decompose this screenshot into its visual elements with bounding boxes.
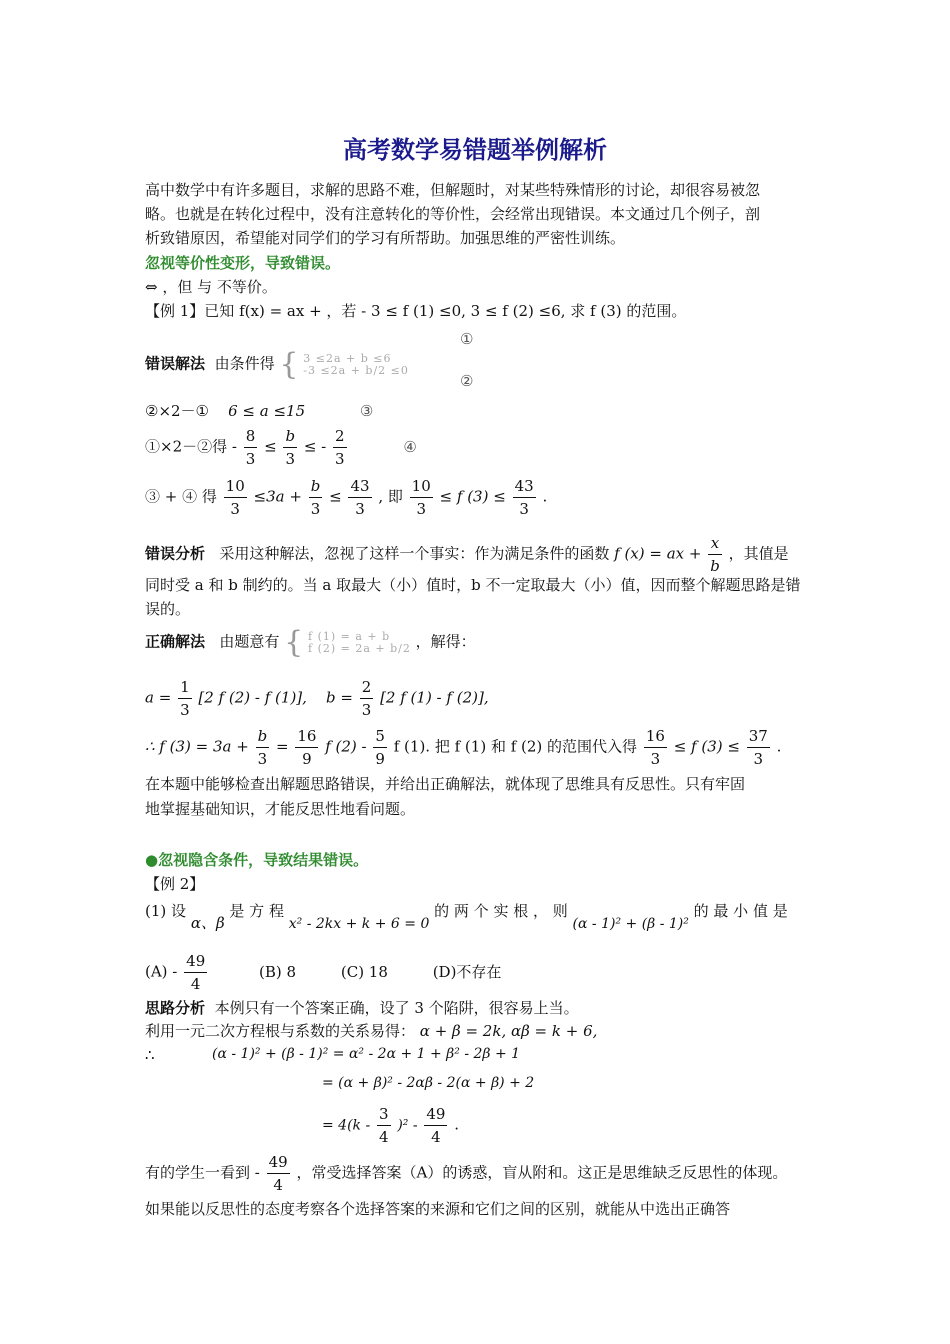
- step-2-leq-neg: ≤ -: [303, 437, 327, 456]
- fraction-43-3: [348, 475, 371, 520]
- correct-solution-label: 正确解法: [145, 632, 206, 651]
- intro-line-3: 析致错原因，希望能对同学们的学习有所帮助。加强思维的严密性训练。: [145, 229, 626, 247]
- error-analysis-line-2: 同时受 a 和 b 制约的。当 a 取最大（小）值时，b 不一定取最大（小）值，因而整个解题思路是错: [145, 576, 801, 594]
- fraction-denominator: 9: [302, 750, 312, 768]
- fraction-numerator: x: [708, 532, 722, 555]
- fraction-49-4-c: [267, 1151, 290, 1196]
- fraction-10-3: [224, 475, 247, 520]
- fraction-denominator: b: [710, 557, 720, 575]
- derivation-line-1: (α - 1)² + (β - 1)² = α² - 2α + 1 + β² - 2β + 1: [212, 1046, 521, 1062]
- step-3-mid: ≤3a +: [253, 487, 302, 506]
- fraction-numerator: b: [283, 425, 297, 448]
- question-prefix: (1) 设: [145, 902, 187, 920]
- error-analysis-text: 采用这种解法，忽视了这样一个事实：作为满足条件的函数: [219, 544, 610, 563]
- marker-3: ③: [359, 402, 374, 420]
- step-2-lhs: ①×2－②得: [145, 437, 228, 456]
- fraction-numerator: 10: [224, 475, 247, 498]
- trap-line: [145, 1151, 787, 1196]
- correct-solution-text: 由题意有: [219, 632, 280, 651]
- fraction-denominator: 3: [180, 701, 190, 719]
- error-analysis: [145, 532, 789, 577]
- reflection-line-2: 地掌握基础知识，才能反思性地看问题。: [145, 800, 416, 818]
- marker-2: ②: [460, 372, 474, 390]
- therefore-line: [145, 725, 781, 770]
- fraction-43-3-b: [513, 475, 536, 520]
- step-3-mid3: ≤ f (3) ≤: [439, 487, 506, 506]
- fraction-numerator: 5: [373, 725, 387, 748]
- fraction-49-4: [184, 950, 207, 995]
- fraction-numerator: b: [256, 725, 270, 748]
- fraction-denominator: 4: [273, 1176, 283, 1194]
- error-analysis-tail: ，其值是: [728, 544, 789, 563]
- fraction-numerator: 49: [424, 1103, 447, 1126]
- fraction-denominator: 3: [335, 450, 345, 468]
- system-row-2: -3 ≤2a + b/2 ≤0: [303, 363, 409, 377]
- option-a: (A) -: [145, 962, 178, 981]
- question-line: [145, 900, 805, 932]
- fraction-numerator: b: [309, 475, 323, 498]
- fraction-3-4: [377, 1103, 391, 1148]
- therefore-tail: f (1). 把 f (1) 和 f (2) 的范围代入得: [393, 737, 638, 756]
- marker-4: ④: [403, 437, 417, 456]
- step-3: [145, 475, 547, 520]
- fraction-denominator: 3: [519, 500, 529, 518]
- fraction-denominator: 3: [355, 500, 365, 518]
- fraction-numerator: 10: [410, 475, 433, 498]
- derivation-3-pre: = 4(k -: [322, 1117, 371, 1134]
- question-mid-2: 的 两 个 实 根 ， 则: [434, 902, 568, 920]
- example1-statement: 【例 1】已知 f(x) = ax + ，若 - 3 ≤ f (1) ≤0, 3 ≤ f (2) ≤6, 求 f (3) 的范围。: [145, 302, 687, 320]
- wrong-solution-text: 由条件得: [214, 354, 275, 373]
- vieta-math: α + β = 2k, αβ = k + 6,: [419, 1022, 598, 1040]
- derivation-line-3: [322, 1103, 459, 1148]
- section1-heading: 忽视等价性变形，导致错误。: [145, 254, 341, 272]
- fraction-8-3: [244, 425, 258, 470]
- fraction-5-9: [373, 725, 387, 770]
- fraction-denominator: 4: [379, 1128, 389, 1146]
- step-1: [145, 400, 373, 421]
- fraction-denominator: 3: [753, 750, 764, 768]
- fraction-16-9: [295, 725, 318, 770]
- target-expression: (α - 1)² + (β - 1)²: [572, 916, 689, 932]
- fraction-b-3-b: [309, 475, 323, 520]
- fraction-denominator: 3: [416, 500, 426, 518]
- therefore-eq: =: [275, 737, 289, 756]
- fraction-x-b: [708, 532, 722, 577]
- marker-1: ①: [460, 330, 474, 348]
- step-1-lhs: ②×2－①: [145, 402, 210, 420]
- fraction-b-3-c: [256, 725, 270, 770]
- fraction-denominator: 4: [190, 975, 201, 993]
- equivalence-line: ⇔ ，但 与 不等价。: [145, 278, 277, 296]
- page-title: 高考数学易错题举例解析: [343, 135, 607, 164]
- error-analysis-line-3: 误的。: [145, 600, 191, 618]
- trap-post: ，常受选择答案（A）的诱惑，盲从附和。这正是思维缺乏反思性的体现。: [296, 1163, 788, 1182]
- option-c: (C) 18: [340, 962, 388, 981]
- fraction-2-3: [333, 425, 347, 470]
- derivation-3-mid: )² -: [397, 1117, 418, 1134]
- approach-analysis: [145, 997, 579, 1018]
- fraction-denominator: 4: [431, 1128, 441, 1146]
- fraction-37-3: [747, 725, 770, 770]
- step-2: [145, 425, 417, 470]
- correct-system-row-2: f (2) = 2a + b/2: [308, 641, 411, 655]
- fraction-denominator: 3: [257, 750, 268, 768]
- derivation-line-2: = (α + β)² - 2αβ - 2(α + β) + 2: [322, 1075, 535, 1091]
- alpha-beta: α、β: [190, 914, 225, 932]
- fraction-denominator: 3: [230, 500, 240, 518]
- therefore-lhs: ∴ f (3) = 3a +: [145, 737, 249, 756]
- question-tail: 的 最 小 值 是: [693, 902, 788, 920]
- derivation-3-end: .: [454, 1115, 460, 1134]
- fraction-2-3-b: [360, 676, 374, 721]
- example2-label: 【例 2】: [145, 875, 205, 893]
- fraction-b-3: [283, 425, 297, 470]
- system-brace: {: [279, 347, 299, 382]
- trap-pre: 有的学生一看到 -: [145, 1163, 260, 1182]
- solve-a-b: [145, 676, 489, 721]
- option-b: (B) 8: [259, 962, 297, 981]
- option-d: (D)不存在: [432, 962, 502, 981]
- fraction-numerator: 43: [513, 475, 536, 498]
- quadratic-equation: x² - 2kx + k + 6 = 0: [288, 916, 430, 932]
- fraction-numerator: 16: [644, 725, 667, 748]
- fraction-numerator: 2: [360, 676, 374, 699]
- fraction-denominator: 3: [361, 701, 372, 719]
- fraction-denominator: 3: [285, 450, 296, 468]
- approach-analysis-label: 思路分析: [145, 999, 206, 1017]
- a-equals: a =: [145, 688, 172, 707]
- therefore-end: .: [776, 737, 782, 756]
- intro-line-2: 略。也就是在转化过程中，没有注意转化的等价性，会经常出现错误。本文通过几个例子，剖: [145, 205, 761, 223]
- fraction-numerator: 49: [267, 1151, 290, 1174]
- function-expr: f (x) = ax +: [614, 544, 702, 563]
- vieta-line: [145, 1020, 597, 1041]
- answer-options: [145, 950, 501, 995]
- fraction-numerator: 43: [348, 475, 371, 498]
- question-mid: 是 方 程: [229, 902, 284, 920]
- correct-system: [308, 631, 411, 655]
- step-3-ji: , 即: [378, 487, 403, 506]
- therefore-mid: f (2) -: [325, 737, 367, 756]
- correct-solution-tail: ，解得：: [415, 632, 476, 651]
- step-3-end: .: [542, 487, 548, 506]
- fraction-numerator: 1: [178, 676, 192, 699]
- fraction-numerator: 2: [333, 425, 347, 448]
- therefore-range: ≤ f (3) ≤: [673, 737, 740, 756]
- fraction-numerator: 16: [295, 725, 318, 748]
- fraction-denominator: 9: [375, 750, 385, 768]
- b-expression: [2 f (1) - f (2)],: [380, 688, 489, 707]
- correct-system-row-1: f (1) = a + b: [308, 629, 391, 643]
- fraction-denominator: 3: [650, 750, 661, 768]
- fraction-denominator: 3: [310, 500, 321, 518]
- system-row-1: 3 ≤2a + b ≤6: [303, 351, 392, 365]
- wrong-solution: [145, 347, 409, 382]
- fraction-1-3: [178, 676, 192, 721]
- step-3-lhs: ③ + ④ 得: [145, 487, 217, 506]
- fraction-numerator: 37: [747, 725, 770, 748]
- fraction-denominator: 3: [245, 450, 256, 468]
- reflection-line-1: 在本题中能够检查出解题思路错误，并给出正确解法，就体现了思维具有反思性。只有牢固: [145, 775, 746, 793]
- error-analysis-label: 错误分析: [145, 544, 206, 563]
- correct-system-brace: {: [284, 625, 304, 660]
- step-3-leq: ≤: [329, 487, 342, 506]
- step-2-leq: ≤: [264, 437, 277, 456]
- fraction-10-3-b: [410, 475, 433, 520]
- condition-system: [303, 353, 409, 377]
- section2-heading: ●忽视隐含条件，导致结果错误。: [145, 851, 369, 869]
- intro-line-1: 高中数学中有许多题目，求解的思路不难，但解题时，对某些特殊情形的讨论，却很容易被忽: [145, 181, 761, 199]
- fraction-49-4-b: [424, 1103, 447, 1148]
- correct-solution: [145, 625, 476, 660]
- a-expression: [2 f (2) - f (1)],: [198, 688, 307, 707]
- final-line: 如果能以反思性的态度考察各个选择答案的来源和它们之间的区别，就能从中选出正确答: [145, 1200, 731, 1218]
- vieta-text: 利用一元二次方程根与系数的关系易得：: [145, 1022, 416, 1040]
- b-equals: b =: [326, 688, 353, 707]
- fraction-numerator: 3: [377, 1103, 391, 1126]
- wrong-solution-label: 错误解法: [145, 354, 206, 373]
- fraction-numerator: 49: [184, 950, 207, 973]
- approach-analysis-text: 本例只有一个答案正确，设了 3 个陷阱，很容易上当。: [214, 999, 579, 1017]
- step-2-neg: -: [231, 437, 237, 456]
- so-symbol: ∴: [145, 1046, 155, 1064]
- fraction-16-3: [644, 725, 667, 770]
- fraction-numerator: 8: [244, 425, 258, 448]
- step-1-rhs: 6 ≤ a ≤15: [228, 402, 306, 420]
